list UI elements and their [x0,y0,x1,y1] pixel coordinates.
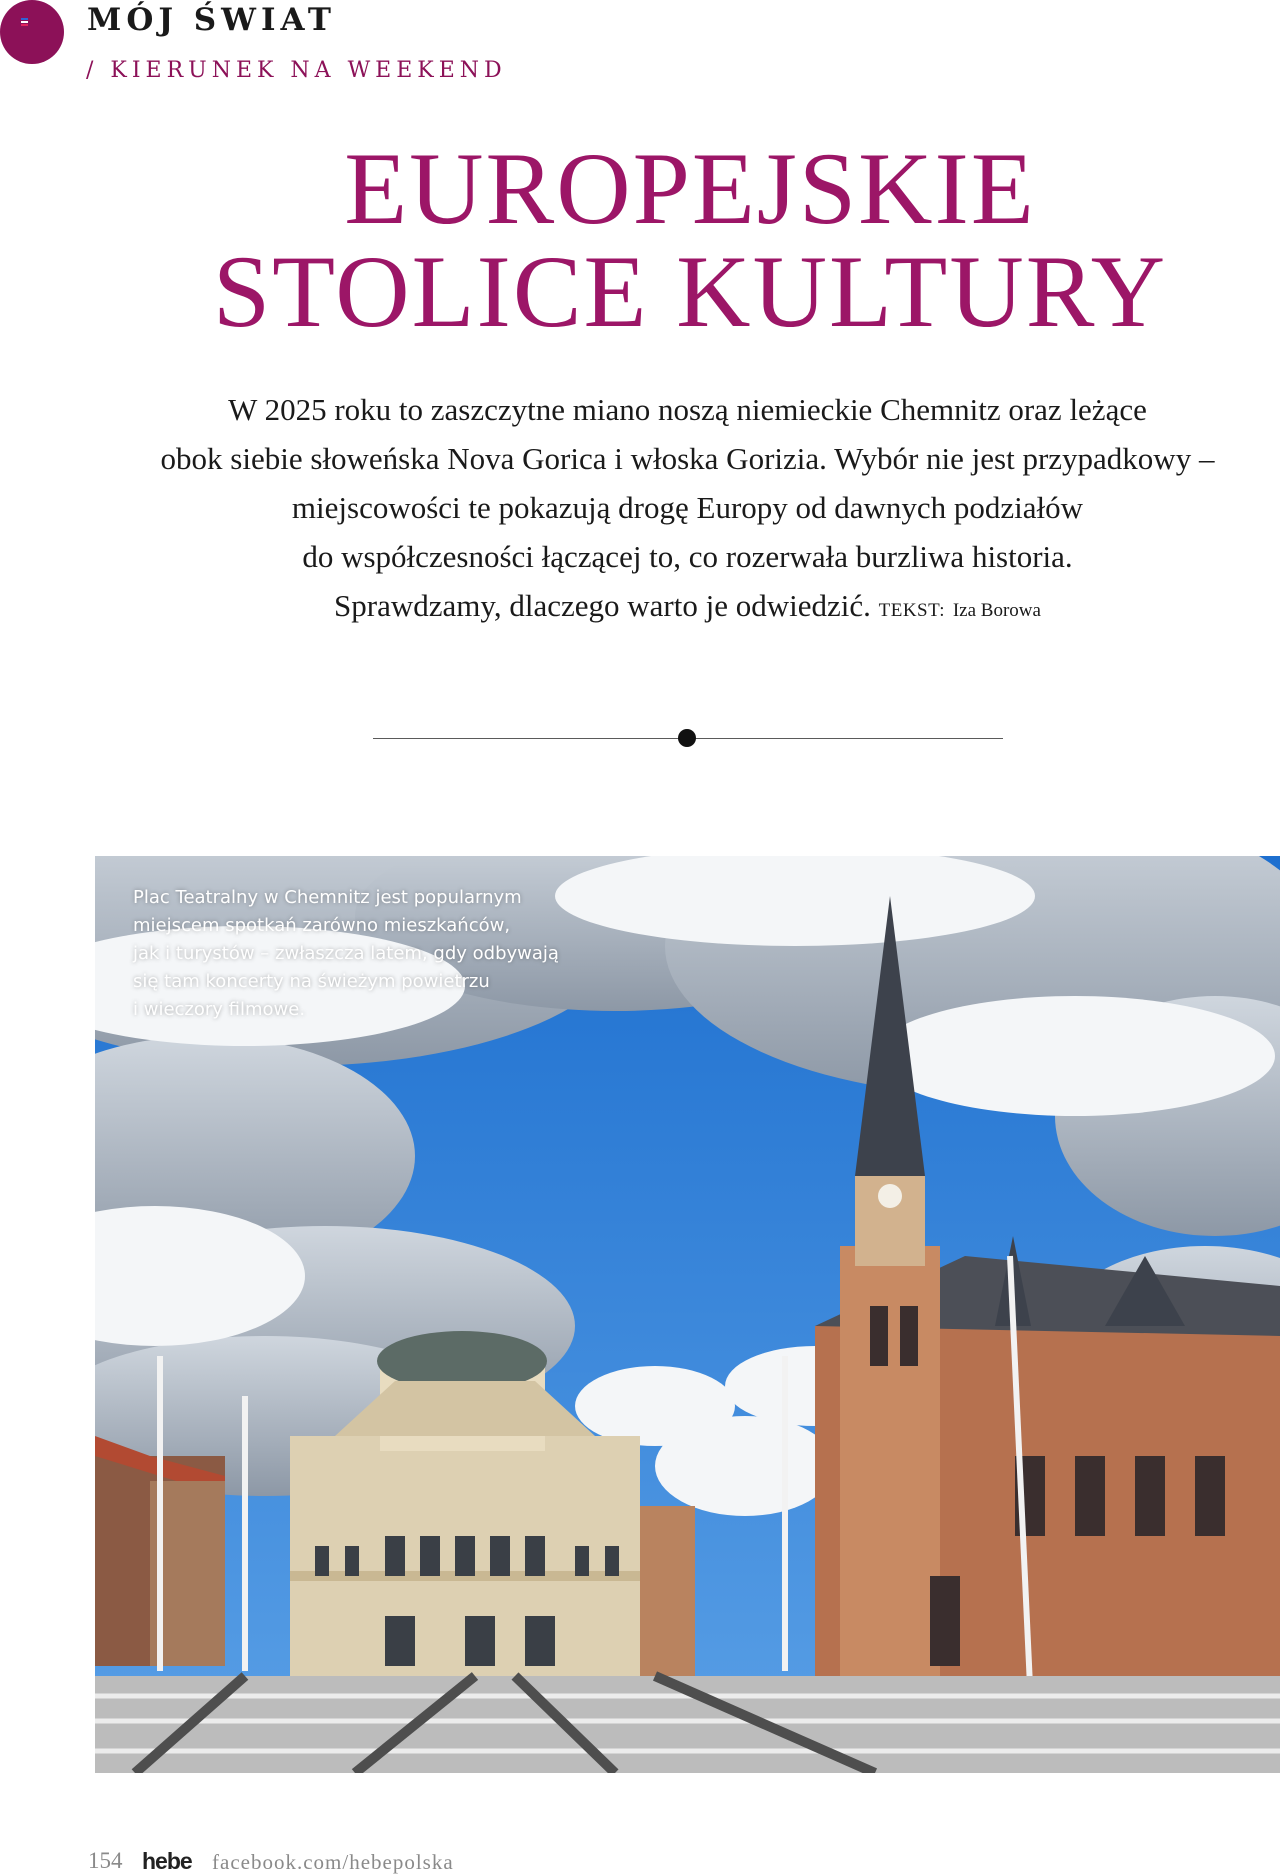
page-number: 154 [88,1848,123,1873]
lead-line: do współczesności łączącej to, co rozerwała burzliwa historia. [302,539,1073,574]
lead-line: obok siebie słoweńska Nova Gorica i włoska Gorizia. Wybór nie jest przypadkowy – [160,441,1215,476]
caption-line: miejscem spotkań zarówno mieszkańców, [133,915,511,936]
brand-logo: hebe [142,1848,192,1874]
lead-line: W 2025 roku to zaszczytne miano noszą niemieckie Chemnitz oraz leżące [228,392,1147,427]
article-title [0,132,1280,349]
lead-line-last [60,581,1280,635]
caption-line: i wieczory filmowe. [133,999,306,1020]
flag-icon [21,18,28,25]
lead-line-text: Sprawdzamy, dlaczego warto je odwiedzić. [334,588,871,623]
divider-dot [678,729,696,747]
section-title: MÓJ ŚWIAT [87,2,336,38]
credit-label: TEKST: [878,600,946,621]
caption-line: Plac Teatralny w Chemnitz jest popularnym [133,887,522,908]
title-line-2: STOLICE KULTURY [212,235,1168,349]
section-badge [0,0,64,64]
article-lead [60,385,1280,635]
lead-line: miejscowości te pokazują drogę Europy od dawnych podziałów [291,490,1084,525]
credit-author: Iza Borowa [952,600,1041,621]
title-line-1: EUROPEJSKIE [344,132,1036,246]
photo-caption [133,884,583,1024]
subsection-title: / KIERUNEK NA WEEKEND [86,58,507,83]
plaza [95,1676,1280,1773]
photo-theatre-square-chemnitz [95,856,1280,1773]
caption-line: się tam koncerty na świeżym powietrzu [133,971,490,992]
caption-line: jak i turystów – zwłaszcza latem, gdy odbywają [133,943,559,964]
social-link[interactable]: facebook.com/hebepolska [212,1850,454,1874]
